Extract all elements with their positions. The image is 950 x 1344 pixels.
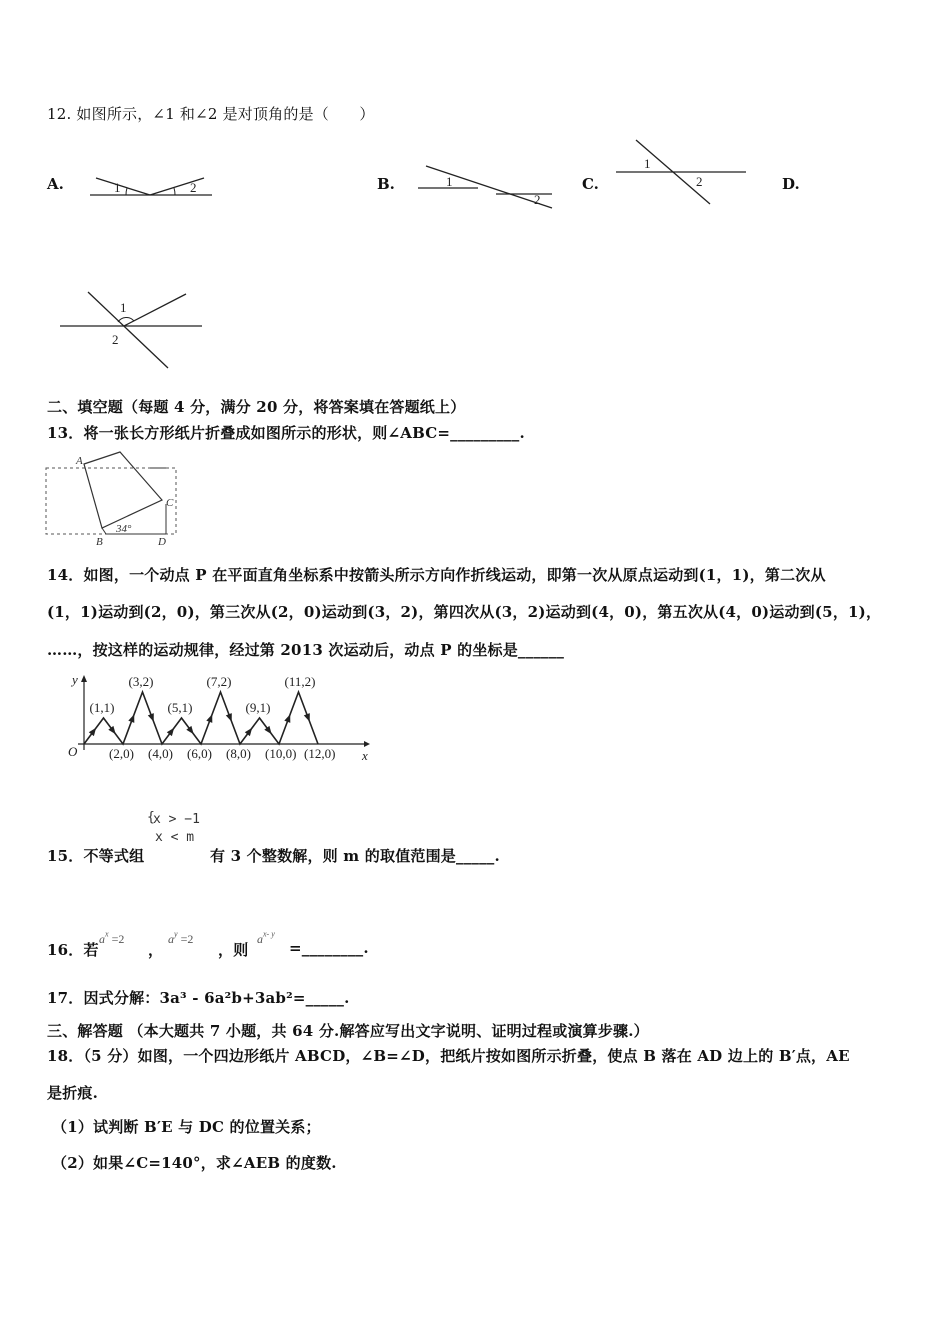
direction-arrow — [206, 714, 212, 723]
base-label: (2,0) — [109, 746, 134, 761]
peak-label: (3,2) — [128, 674, 154, 689]
base-label: (4,0) — [148, 746, 173, 761]
q12-option-c-label: C. — [582, 175, 599, 193]
q13-label-b: B — [96, 536, 103, 548]
section-3-heading: 三、解答题 （本大题共 7 小题，共 64 分.解答应写出文字说明、证明过程或演算步骤.） — [47, 1022, 649, 1040]
direction-arrow — [226, 713, 232, 722]
q16-prefix: 16．若 — [47, 941, 99, 959]
q13-angle-label: 34° — [116, 523, 132, 535]
figure-c-label-2: 2 — [696, 174, 703, 189]
q13-label-a: A — [76, 455, 83, 467]
figure-d-angle-arc — [118, 317, 134, 322]
q15-inequality-brace: { — [147, 810, 155, 825]
section-2-heading: 二、填空题（每题 4 分，满分 20 分，将答案填在答题纸上） — [47, 398, 466, 416]
figure-a-left-ray — [96, 178, 150, 195]
zigzag-path — [84, 692, 318, 744]
q14-line-2: (1，1)运动到(2，0)，第三次从(2，0)运动到(3，2)，第四次从(3，2)运动到(4，0)，第五次从(4，0)运动到(5，1)， — [47, 603, 882, 621]
figure-d-diagonal-1 — [88, 292, 168, 368]
base-label: (10,0) — [265, 746, 297, 761]
q18-line-2: 是折痕. — [47, 1084, 99, 1102]
x-axis-label: x — [362, 748, 368, 763]
figure-d-diagonal-2 — [124, 294, 186, 326]
figure-d-label-2: 2 — [112, 332, 119, 347]
base-label: (6,0) — [187, 746, 212, 761]
peak-label: (5,1) — [167, 700, 193, 715]
q18-part-2: （2）如果∠C=140°，求∠AEB 的度数. — [52, 1154, 337, 1172]
q13-text: 13．将一张长方形纸片折叠成如图所示的形状，则∠ABC=_________. — [47, 424, 525, 442]
figure-d-label-1: 1 — [120, 300, 127, 315]
q16-expression-2: $a^y =2$ — [168, 929, 194, 946]
q12-option-d-label: D. — [782, 175, 800, 193]
peak-label: (9,1) — [245, 700, 271, 715]
y-axis-arrow — [81, 675, 87, 682]
q16-expression-1: $a^x =2$ — [99, 929, 125, 946]
direction-arrow — [304, 713, 310, 722]
q18-line-1: 18．（5 分）如图，一个四边形纸片 ABCD，∠B=∠D，把纸片按如图所示折叠，使点 B 落在 AD 边上的 B′点，AE — [47, 1047, 850, 1065]
q16-expression-3: $a^{x- y}$ — [257, 929, 275, 946]
figure-a-angle2-arc — [174, 188, 175, 195]
figure-a-angle1-arc — [126, 188, 127, 195]
base-label: (8,0) — [226, 746, 251, 761]
q12-option-b-label: B. — [377, 175, 395, 193]
q12-text: 12. 如图所示，∠1 和∠2 是对顶角的是（ ） — [47, 105, 375, 123]
q13-folded-quad — [84, 452, 162, 528]
origin-label: O — [68, 744, 78, 759]
direction-arrow — [148, 713, 154, 722]
base-label: (12,0) — [304, 746, 336, 761]
q16-then: ，则 — [218, 941, 249, 959]
q15-inequality-1: x > −1 — [153, 812, 200, 827]
figure-b-label-1: 1 — [446, 174, 453, 189]
q12-figure-c — [612, 136, 752, 208]
q17-text: 17．因式分解：3a³ - 6a²b+3ab²=_____. — [47, 989, 350, 1007]
figure-b-label-2: 2 — [534, 192, 541, 207]
figure-a-label-2: 2 — [190, 180, 197, 195]
q16-suffix: =________. — [289, 939, 369, 957]
q13-figure — [40, 448, 190, 552]
q14-line-3: ……，按这样的运动规律，经过第 2013 次运动后，动点 P 的坐标是______ — [47, 641, 565, 659]
direction-arrow — [284, 714, 290, 723]
q12-figure-b — [416, 160, 556, 212]
x-axis-arrow — [364, 741, 370, 747]
q12-figure-a — [88, 168, 218, 200]
q16-comma: ， — [148, 941, 164, 959]
y-axis-label: y — [72, 672, 78, 687]
q15-inequality-2: x < m — [155, 830, 195, 845]
figure-c-label-1: 1 — [644, 156, 651, 171]
peak-label: (7,2) — [206, 674, 232, 689]
q13-label-d: D — [158, 536, 166, 548]
q14-chart — [48, 670, 378, 774]
q18-part-1: （1）试判断 B′E 与 DC 的位置关系； — [52, 1118, 321, 1136]
q12-option-a-label: A. — [47, 175, 64, 193]
q13-crease — [102, 528, 106, 534]
figure-a-label-1: 1 — [114, 180, 121, 195]
q15-suffix: 有 3 个整数解，则 m 的取值范围是_____. — [210, 847, 500, 865]
q13-label-c: C — [166, 497, 174, 509]
q14-line-1: 14．如图，一个动点 P 在平面直角坐标系中按箭头所示方向作折线运动，即第一次从原点运动到(1，1)，第二次从 — [47, 566, 826, 584]
q15-prefix: 15．不等式组 — [47, 847, 145, 865]
peak-label: (1,1) — [89, 700, 115, 715]
q12-figure-d — [58, 286, 208, 372]
direction-arrow — [128, 714, 134, 723]
peak-label: (11,2) — [284, 674, 316, 689]
